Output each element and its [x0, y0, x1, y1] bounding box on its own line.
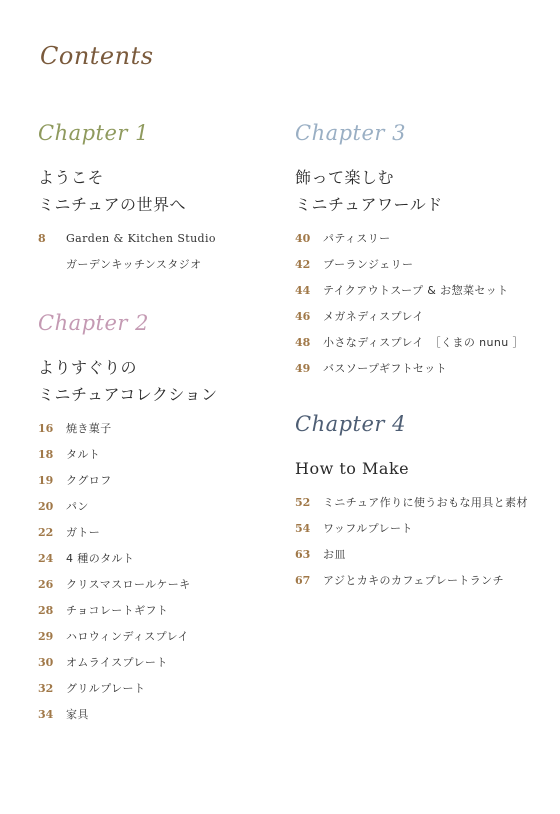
page-number: 46: [295, 310, 311, 323]
toc-entry[interactable]: [295, 356, 545, 382]
chapter-1-heading-line: ようこそ: [38, 168, 105, 187]
toc-entry[interactable]: [295, 542, 545, 568]
toc-entry[interactable]: [38, 520, 278, 546]
page-number: 16: [38, 422, 54, 435]
entry-title: メガネディスプレイ: [323, 310, 424, 323]
entry-title: 家具: [66, 708, 89, 721]
toc-entry[interactable]: [38, 572, 278, 598]
entry-title: Garden & Kitchen Studio: [66, 232, 216, 245]
chapter-3-heading-line: 飾って楽しむ: [295, 168, 395, 187]
entry-title: ワッフルプレート: [323, 522, 413, 535]
toc-entry[interactable]: [38, 494, 278, 520]
page-number: 18: [38, 448, 54, 461]
page-number: 8: [38, 232, 46, 245]
toc-entry[interactable]: [295, 516, 545, 542]
page-number: 34: [38, 708, 54, 721]
entry-title: グリルプレート: [66, 682, 146, 695]
toc-entry[interactable]: [38, 252, 278, 278]
entry-title: ミニチュア作りに使うおもな用具と素材: [323, 496, 528, 509]
entry-title: アジとカキのカフェプレートランチ: [323, 574, 504, 587]
page-number: 63: [295, 548, 311, 561]
chapter-3-section: [295, 118, 545, 382]
chapter-3-label: Chapter 3: [295, 121, 406, 145]
page-number: 20: [38, 500, 54, 513]
toc-entry[interactable]: [38, 598, 278, 624]
page-number: 54: [295, 522, 311, 535]
toc-right-column: [295, 118, 545, 594]
toc-entry[interactable]: [38, 226, 278, 252]
toc-entry[interactable]: [295, 330, 545, 356]
toc-entry[interactable]: [38, 676, 278, 702]
toc-entry[interactable]: [295, 568, 545, 594]
entry-title: 小さなディスプレイ ［くまの nunu ］: [323, 336, 524, 349]
chapter-1-heading-line: ミニチュアの世界へ: [38, 195, 187, 214]
entry-title: ハロウィンディスプレイ: [66, 630, 189, 643]
chapter-4-section: [295, 409, 545, 594]
entry-title: チョコレートギフト: [66, 604, 169, 617]
toc-entry[interactable]: [38, 650, 278, 676]
page-number: 19: [38, 474, 54, 487]
page-number: 26: [38, 578, 54, 591]
entry-title: パティスリー: [323, 232, 391, 245]
page-number: 22: [38, 526, 54, 539]
entry-title: オムライスプレート: [66, 656, 168, 669]
chapter-1-section: [38, 118, 278, 278]
page-title: Contents: [40, 42, 154, 70]
chapter-4-label: Chapter 4: [295, 412, 406, 436]
chapter-2-heading: [38, 354, 278, 408]
chapter-3-heading: [295, 164, 545, 218]
entry-title: クグロフ: [66, 474, 112, 487]
entry-title: ブーランジェリー: [323, 258, 414, 271]
toc-entry[interactable]: [38, 702, 278, 728]
chapter-2-heading-line: ミニチュアコレクション: [38, 385, 218, 404]
toc-entry[interactable]: [295, 278, 545, 304]
chapter-1-label: Chapter 1: [38, 121, 149, 145]
entry-title: ガーデンキッチンスタジオ: [66, 258, 202, 271]
page-number: 52: [295, 496, 311, 509]
page-number: 42: [295, 258, 311, 271]
chapter-4-heading: [295, 455, 545, 482]
chapter-4-heading-line: How to Make: [295, 459, 410, 478]
entry-title: バスソープギフトセット: [323, 362, 448, 375]
toc-entry[interactable]: [295, 490, 545, 516]
toc-entry[interactable]: [295, 304, 545, 330]
toc-entry[interactable]: [295, 252, 545, 278]
entry-title: パン: [66, 500, 89, 513]
entry-title: 焼き菓子: [66, 422, 112, 435]
chapter-2-heading-line: よりすぐりの: [38, 358, 138, 377]
page-number: 40: [295, 232, 311, 245]
entry-title: お皿: [323, 548, 346, 561]
page-number: 30: [38, 656, 54, 669]
page-number: 29: [38, 630, 54, 643]
page-number: 24: [38, 552, 54, 565]
chapter-2-label: Chapter 2: [38, 311, 149, 335]
entry-title: ガトー: [66, 526, 101, 539]
entry-title: クリスマスロールケーキ: [66, 578, 191, 591]
toc-entry[interactable]: [38, 546, 278, 572]
toc-entry[interactable]: [38, 468, 278, 494]
page-number: 32: [38, 682, 54, 695]
entry-title: 4 種のタルト: [66, 552, 135, 565]
toc-entry[interactable]: [38, 624, 278, 650]
toc-entry[interactable]: [38, 416, 278, 442]
page-number: 48: [295, 336, 311, 349]
toc-left-column: [38, 118, 278, 728]
entry-title: テイクアウトスープ & お惣菜セット: [323, 284, 509, 297]
page-number: 67: [295, 574, 311, 587]
toc-entry[interactable]: [295, 226, 545, 252]
chapter-3-heading-line: ミニチュアワールド: [295, 195, 443, 214]
page-number: 44: [295, 284, 311, 297]
toc-entry[interactable]: [38, 442, 278, 468]
entry-title: タルト: [66, 448, 101, 461]
page-number: 28: [38, 604, 54, 617]
chapter-1-heading: [38, 164, 278, 218]
page-number: 49: [295, 362, 311, 375]
chapter-2-section: [38, 308, 278, 728]
